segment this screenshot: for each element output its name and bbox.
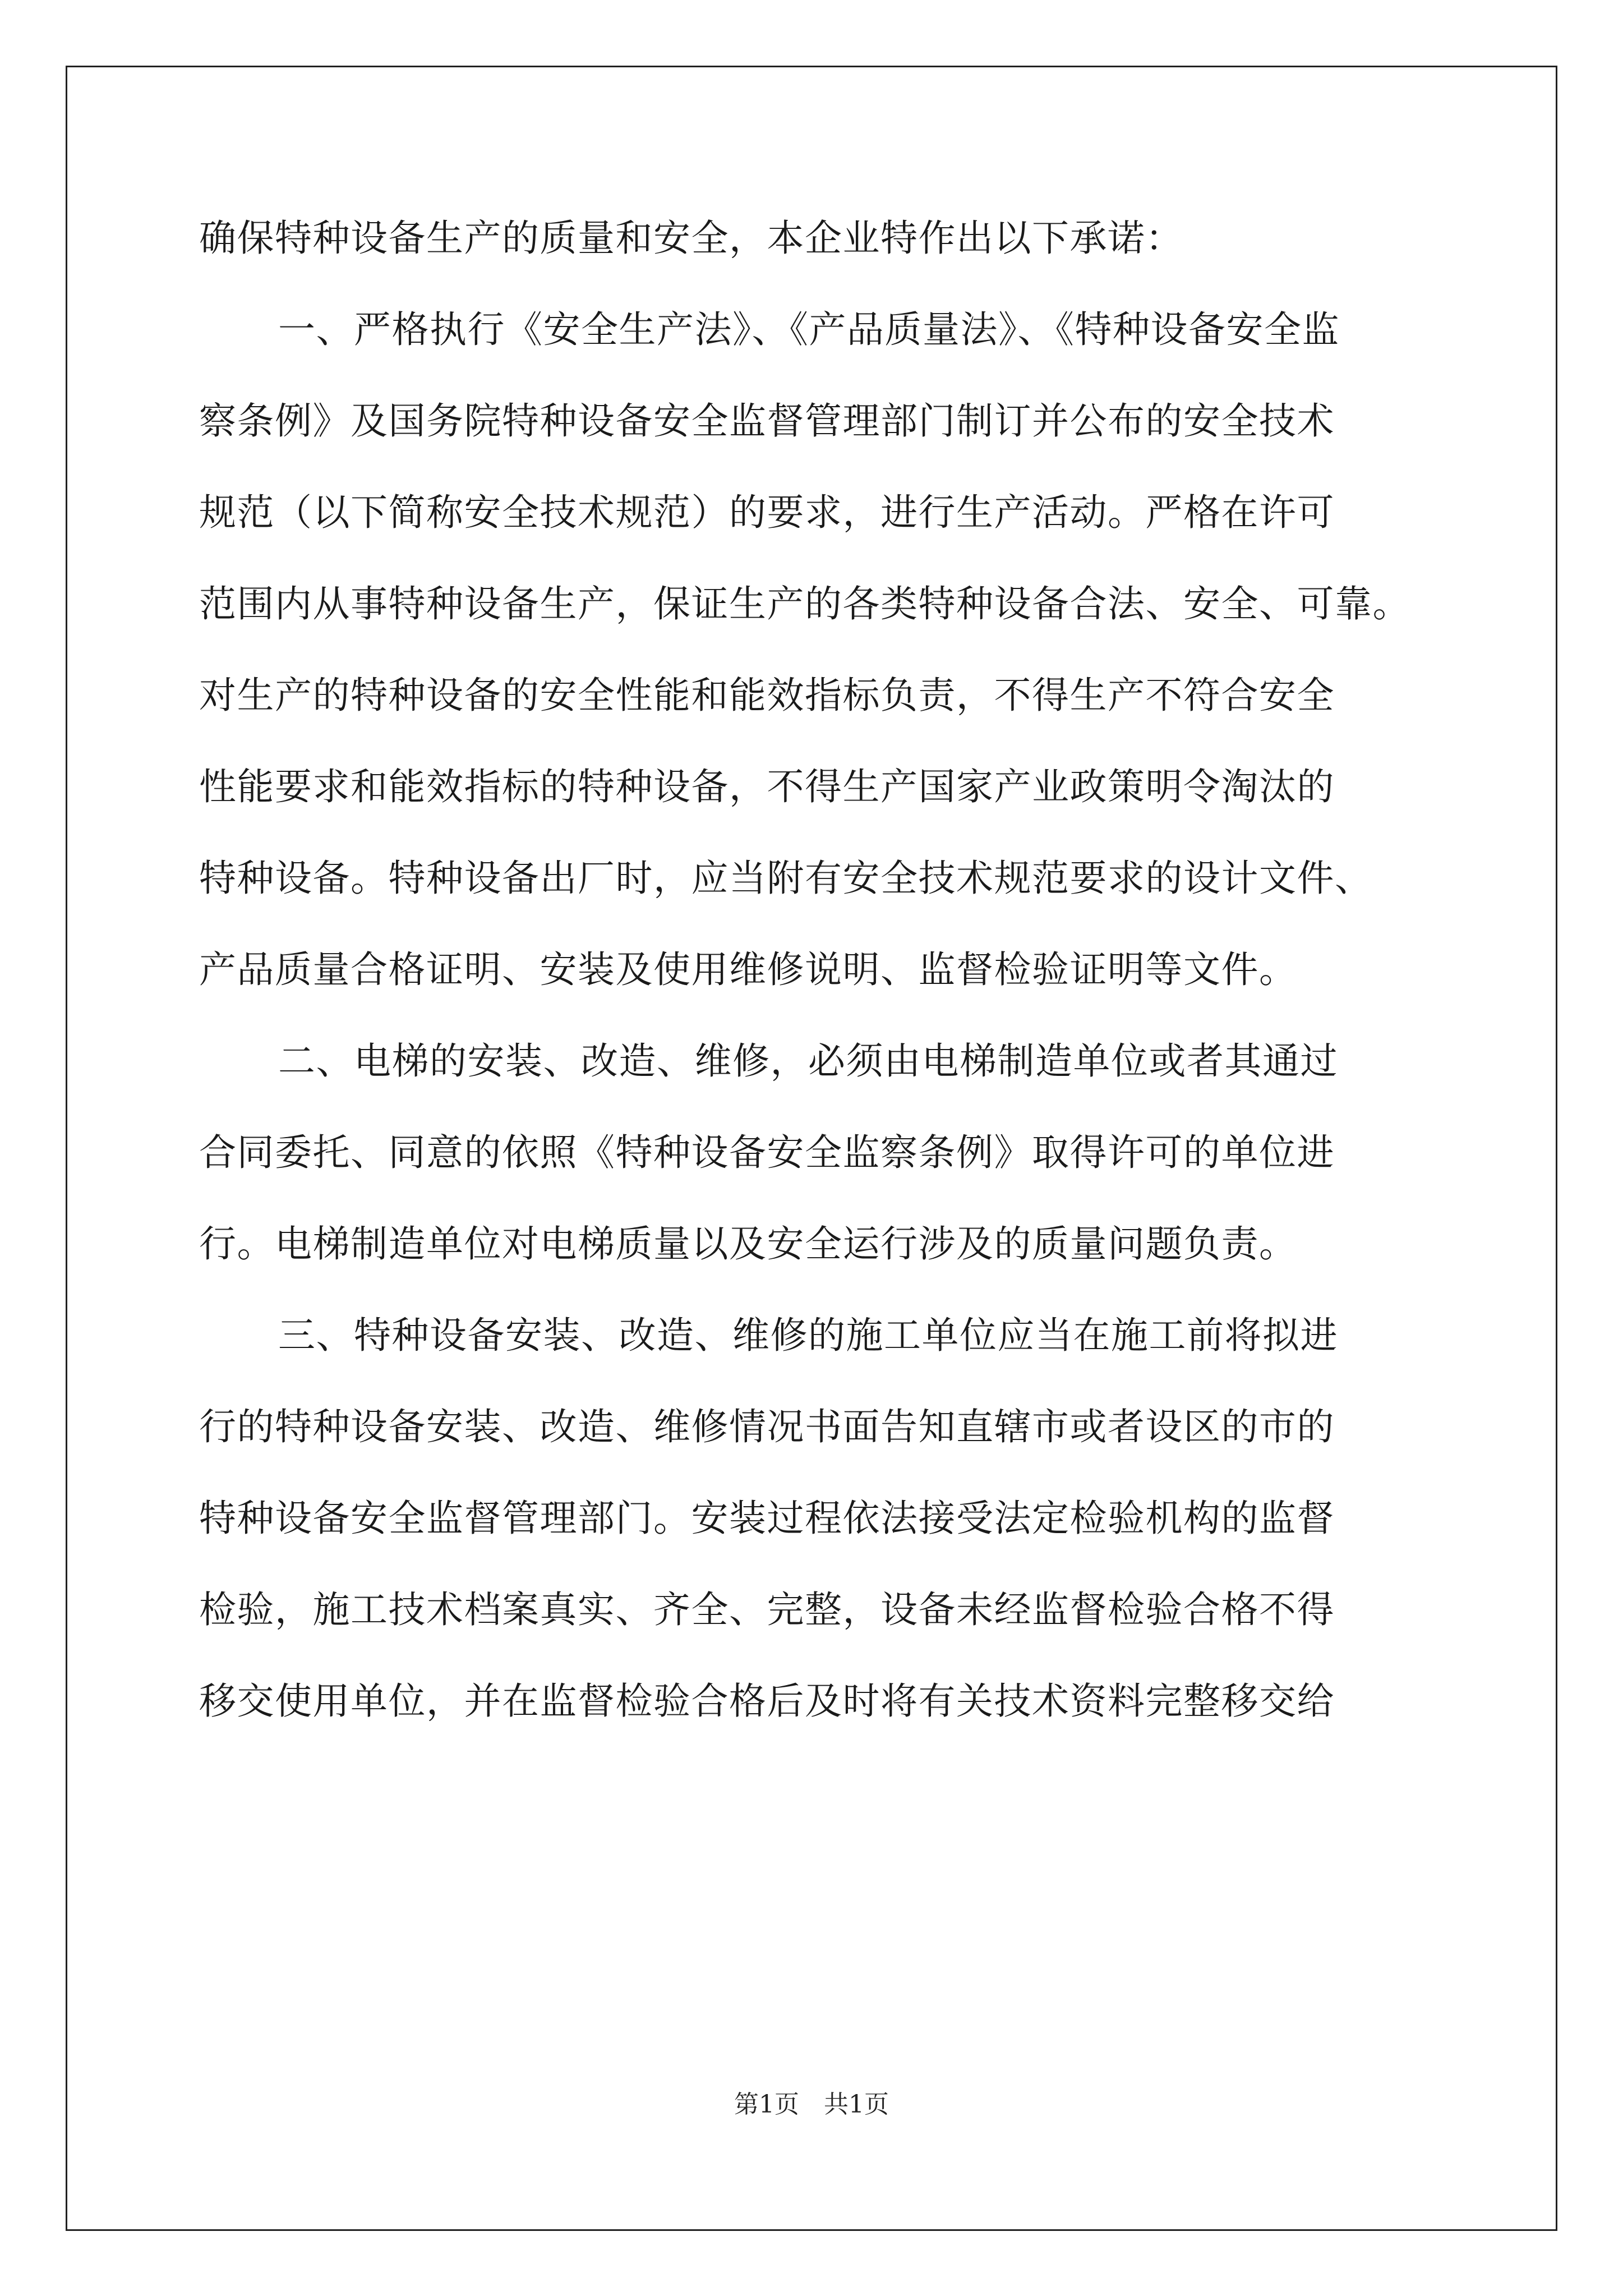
- document-body: [199, 205, 1461, 1759]
- text-line: 检验，施工技术档案真实、齐全、完整，设备未经监督检验合格不得: [199, 1588, 1335, 1631]
- text-line: 行的特种设备安装、改造、维修情况书面告知直辖市或者设区的市的: [199, 1405, 1335, 1448]
- paragraph-1-start: 一、严格执行《安全生产法》、《产品质量法》、《特种设备安全监: [278, 308, 1340, 351]
- page-number: 第1页: [734, 2090, 799, 2119]
- text-line: 特种设备。特种设备出厂时，应当附有安全技术规范要求的设计文件、: [199, 857, 1373, 900]
- text-line: 特种设备安全监督管理部门。安装过程依法接受法定检验机构的监督: [199, 1497, 1335, 1540]
- text-line: 范围内从事特种设备生产，保证生产的各类特种设备合法、安全、可靠。: [199, 582, 1410, 625]
- text-line: 确保特种设备生产的质量和安全，本企业特作出以下承诺：: [199, 217, 1183, 260]
- text-line: 规范（以下简称安全技术规范）的要求，进行生产活动。严格在许可: [199, 491, 1335, 534]
- text-line: 对生产的特种设备的安全性能和能效指标负责，不得生产不符合安全: [199, 674, 1335, 717]
- paragraph-3-start: 三、特种设备安装、改造、维修的施工单位应当在施工前将拟进: [278, 1314, 1338, 1357]
- text-line: 移交使用单位，并在监督检验合格后及时将有关技术资料完整移交给: [199, 1680, 1335, 1723]
- text-line: 行。电梯制造单位对电梯质量以及安全运行涉及的质量问题负责。: [199, 1222, 1297, 1266]
- page-total: 共1页: [824, 2090, 889, 2119]
- text-line: 产品质量合格证明、安装及使用维修说明、监督检验证明等文件。: [199, 948, 1297, 991]
- page-footer: [0, 2088, 1623, 2122]
- text-line: 察条例》及国务院特种设备安全监督管理部门制订并公布的安全技术: [199, 399, 1335, 443]
- paragraph-2-start: 二、电梯的安装、改造、维修，必须由电梯制造单位或者其通过: [278, 1039, 1338, 1083]
- text-line: 性能要求和能效指标的特种设备，不得生产国家产业政策明令淘汰的: [199, 765, 1335, 808]
- text-line: 合同委托、同意的依照《特种设备安全监察条例》取得许可的单位进: [199, 1131, 1335, 1174]
